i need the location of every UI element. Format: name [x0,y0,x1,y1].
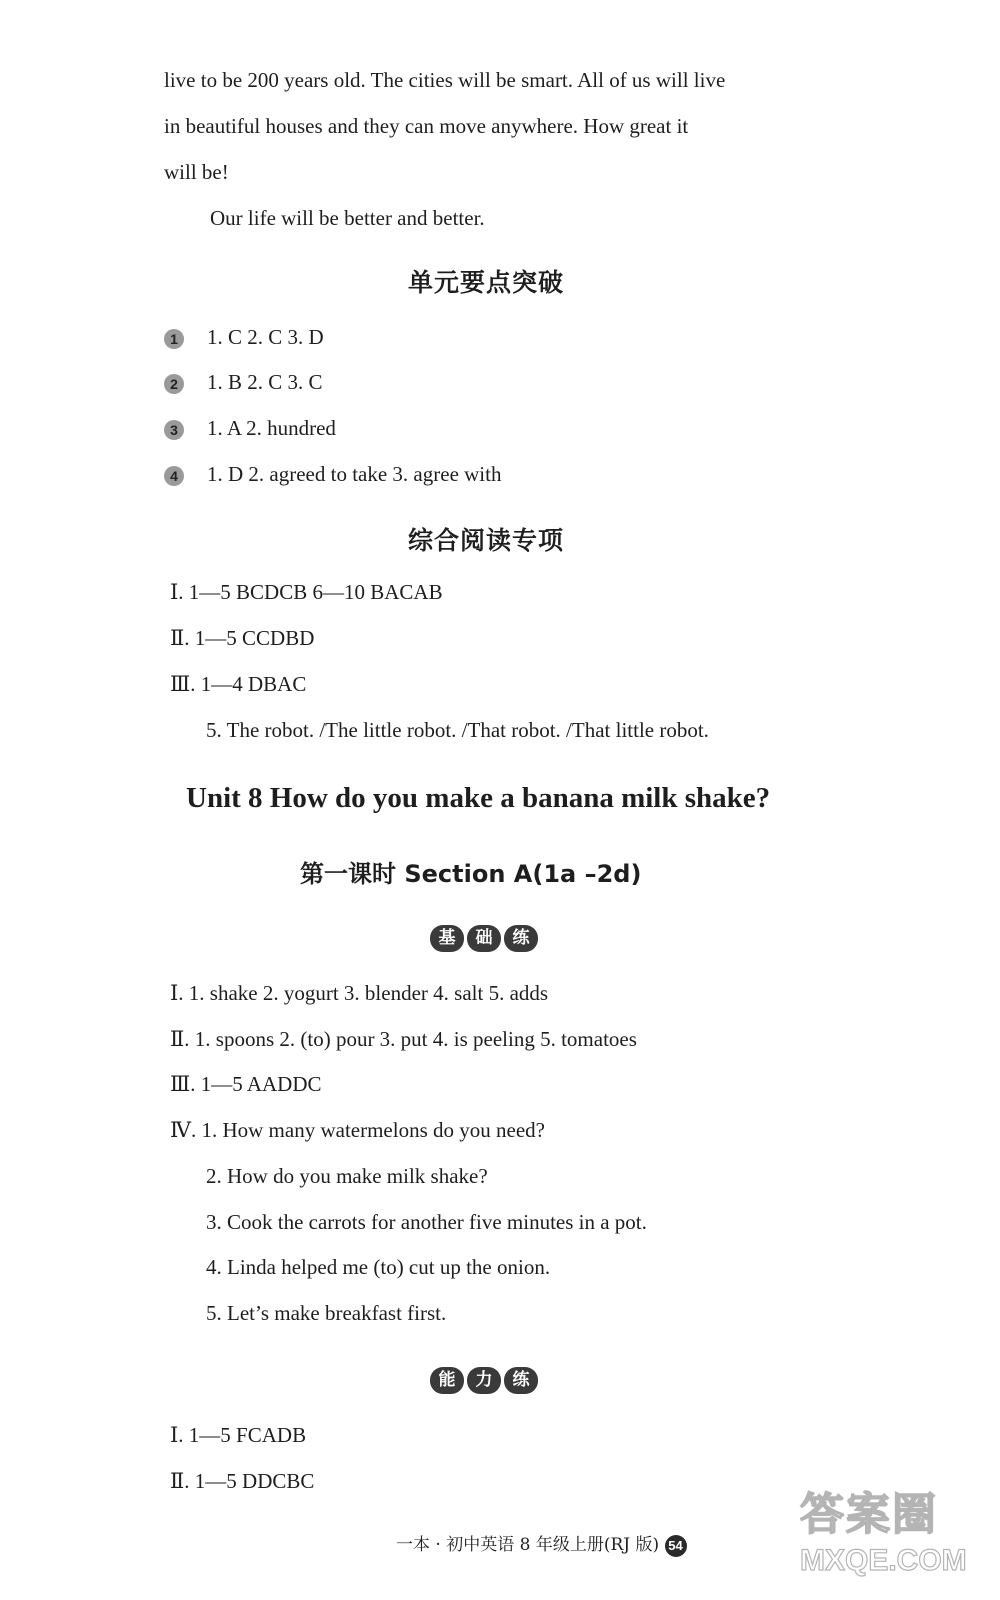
basic-practice-badge [430,925,538,952]
badge-char: 练 [504,925,538,952]
answer-line: 2. How do you make milk shake? [206,1164,488,1188]
badge-char: 能 [430,1367,464,1394]
watermark-url: MXQE.COM [800,1544,967,1577]
answer-line: Ⅰ. 1. shake 2. yogurt 3. blender 4. salt 5. adds [170,981,549,1005]
badge-char: 基 [430,925,464,952]
answer-line: Ⅲ. 1—4 DBAC [170,672,307,696]
paragraph-line: will be! [164,160,229,184]
badge-char: 练 [504,1367,538,1394]
badge-char: 础 [467,925,501,952]
answer-line: 1. B 2. C 3. C [207,370,323,394]
watermark-top: 答案圈 [800,1489,938,1540]
page-number: 54 [665,1535,687,1557]
answer-line: Ⅰ. 1—5 BCDCB 6—10 BACAB [170,580,443,604]
paragraph-line: Our life will be better and better. [210,206,485,230]
lesson-title: 第一课时 Section A(1a –2d) [300,860,642,888]
answer-line: Ⅳ. 1. How many watermelons do you need? [170,1118,545,1142]
paragraph-line: live to be 200 years old. The cities will be smart. All of us will live [164,68,726,92]
answer-line: 3. Cook the carrots for another five minutes in a pot. [206,1210,647,1234]
paragraph-line: in beautiful houses and they can move anywhere. How great it [164,114,689,138]
answer-line: 5. Let’s make breakfast first. [206,1301,447,1325]
answer-line: 4. Linda helped me (to) cut up the onion. [206,1255,551,1279]
number-circle-icon: 4 [164,466,184,486]
answer-line: Ⅲ. 1—5 AADDC [170,1072,322,1096]
answer-line: 1. A 2. hundred [207,416,336,440]
answer-line: 5. The robot. /The little robot. /That robot. /That little robot. [206,718,709,742]
section-heading: 单元要点突破 [408,268,565,297]
watermark-logo [800,1478,980,1588]
number-circle-icon: 1 [164,329,184,349]
section-heading: 综合阅读专项 [408,526,565,555]
number-circle-icon: 3 [164,420,184,440]
badge-char: 力 [467,1367,501,1394]
unit-title: Unit 8 How do you make a banana milk shake? [186,782,771,814]
ability-practice-badge [430,1367,538,1394]
answer-line: Ⅰ. 1—5 FCADB [170,1423,307,1447]
answer-line: 1. D 2. agreed to take 3. agree with [207,462,502,486]
footer-text: 一本 · 初中英语 8 年级上册(RJ 版) [396,1535,660,1555]
answer-line: Ⅱ. 1. spoons 2. (to) pour 3. put 4. is peeling 5. tomatoes [170,1027,637,1051]
page-footer [396,1530,687,1557]
answer-line: 1. C 2. C 3. D [207,325,324,349]
answer-line: Ⅱ. 1—5 DDCBC [170,1469,315,1493]
answer-line: Ⅱ. 1—5 CCDBD [170,626,315,650]
number-circle-icon: 2 [164,374,184,394]
